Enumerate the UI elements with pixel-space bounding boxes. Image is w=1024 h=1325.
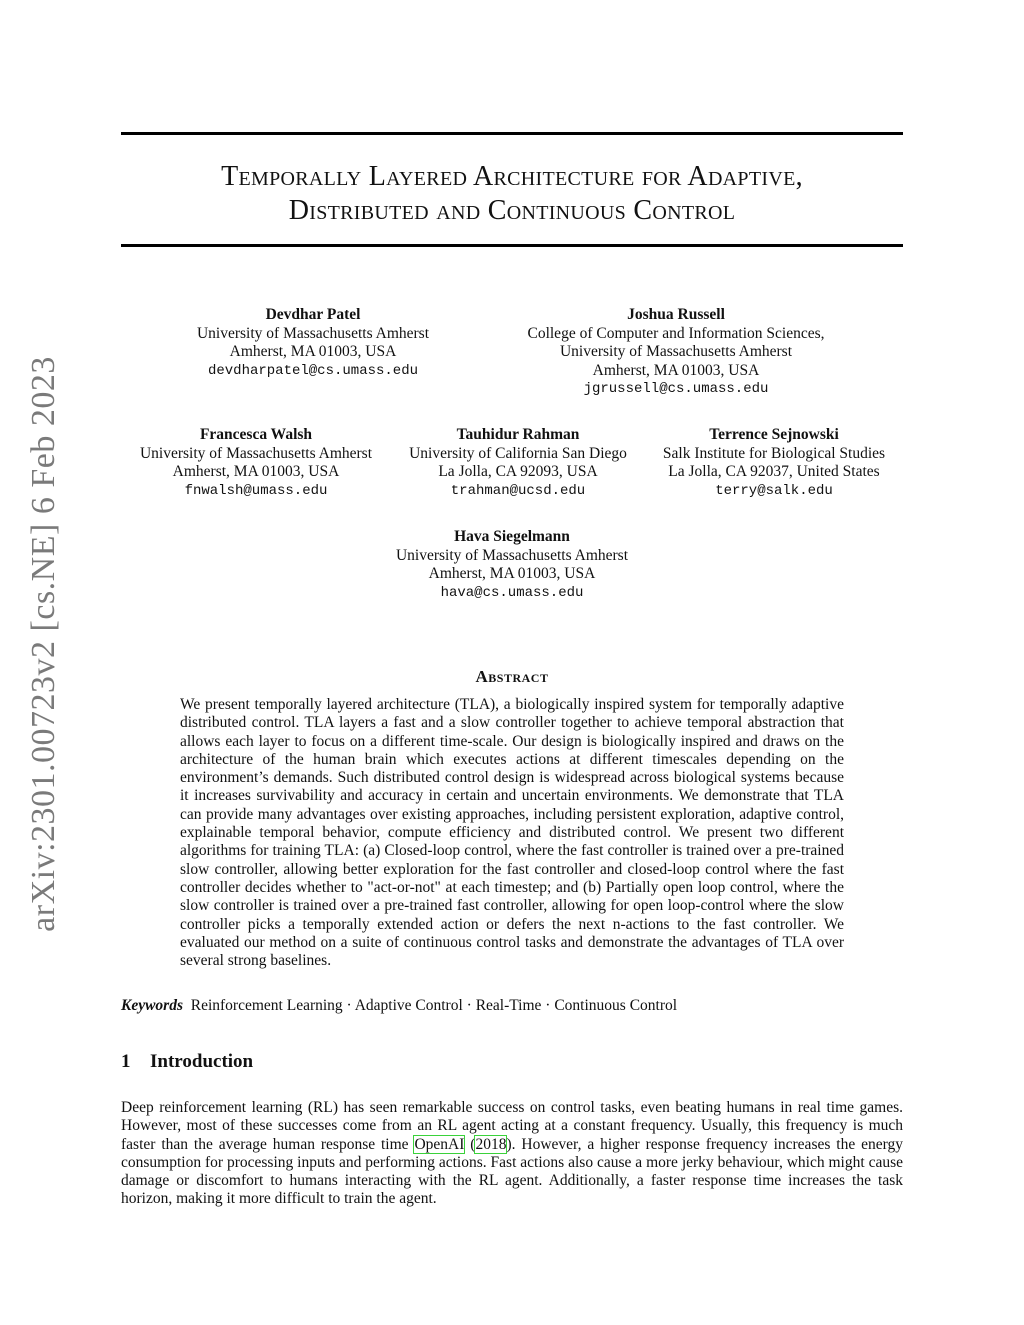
author-block: [121, 426, 391, 500]
section-title: Introduction: [150, 1051, 254, 1072]
section-heading: [121, 1051, 253, 1073]
author-block: [163, 306, 463, 380]
author-affiliation: University of Massachusetts Amherst: [559, 343, 793, 360]
citation-author-link[interactable]: OpenAI: [414, 1135, 465, 1153]
author-block: [362, 528, 662, 602]
arxiv-identifier-stamp: arXiv:2301.00723v2 [cs.NE] 6 Feb 2023: [25, 356, 62, 932]
abstract-heading: Abstract: [475, 667, 549, 686]
author-affiliation: Salk Institute for Biological Studies: [662, 444, 886, 462]
author-block: [640, 426, 908, 500]
author-block: [496, 306, 856, 399]
citation-year-link[interactable]: 2018: [475, 1135, 507, 1153]
citation-open-paren: (: [464, 1135, 476, 1153]
keywords-line: [121, 997, 677, 1015]
author-affiliation: University of Massachusetts Amherst: [395, 546, 629, 564]
author-address: La Jolla, CA 92093, USA: [438, 463, 598, 480]
author-affiliation: College of Computer and Information Sciences,: [527, 324, 825, 342]
intro-text-part-2: ). However, a higher response frequency increases the energy consumption for processing inputs and performing actions. Fast actions also cause a more jerky behaviour, which might cause damage or discomfort to humans interacting with the RL agent. Additionally, a faster response time increases the task horizon, making it more difficult to train the agent.: [121, 1135, 903, 1208]
author-name: Francesca Walsh: [199, 426, 313, 443]
author-name: Hava Siegelmann: [454, 528, 570, 545]
author-email[interactable]: terry@salk.edu: [715, 482, 833, 499]
author-affiliation: University of Massachusetts Amherst: [139, 444, 373, 462]
paper-title: [121, 160, 903, 228]
section-number: 1: [121, 1051, 131, 1072]
author-email[interactable]: devdharpatel@cs.umass.edu: [207, 362, 419, 379]
author-name: Terrence Sejnowski: [709, 426, 839, 443]
author-email[interactable]: fnwalsh@umass.edu: [184, 482, 328, 499]
author-address: Amherst, MA 01003, USA: [172, 463, 340, 480]
keywords-text: Reinforcement Learning · Adaptive Control · Real-Time · Continuous Control: [190, 997, 678, 1014]
author-email[interactable]: hava@cs.umass.edu: [440, 584, 584, 601]
author-affiliation: University of Massachusetts Amherst: [196, 324, 430, 342]
abstract-body: We present temporally layered architecture (TLA), a biologically inspired system for temporally adaptive distributed control. TLA layers a fast and a slow controller together to achieve temporal abstraction that allows each layer to focus on a different time-scale. Our design is biologically inspired and draws on the architecture of the human brain which executes actions at different timescales depending on the environment’s demands. Such distributed control design is widespread across biological systems because it increases survivability and accuracy in certain and uncertain environments. We demonstrate that TLA can provide many advantages over existing approaches, including persistent exploration, adaptive control, explainable temporal behavior, compute efficiency and distributed control. We present two different algorithms for training TLA: (a) Closed-loop control, where the fast controller is trained over a pre-trained slow controller, allowing better exploration for the fast controller and closed-loop control where the fast controller decides whether to "act-or-not" at each timestep; and (b) Partially open loop control, where the slow controller is trained over a pre-trained fast controller, allowing for open loop-control where the slow controller picks a temporally extended action or defers the next n-actions to the fast controller. We evaluated our method on a suite of continuous control tasks and demonstrate the advantages of TLA over several strong baselines.: [180, 696, 844, 970]
author-email[interactable]: trahman@ucsd.edu: [450, 482, 586, 499]
author-name: Tauhidur Rahman: [456, 426, 580, 443]
author-email[interactable]: jgrussell@cs.umass.edu: [583, 381, 769, 397]
author-block: [388, 426, 648, 500]
author-address: Amherst, MA 01003, USA: [592, 361, 760, 379]
author-address: Amherst, MA 01003, USA: [229, 343, 397, 360]
author-name: Joshua Russell: [627, 306, 725, 323]
author-address: Amherst, MA 01003, USA: [428, 565, 596, 582]
title-top-rule: [121, 132, 903, 135]
keywords-label: Keywords: [121, 997, 183, 1014]
introduction-paragraph: [121, 1099, 903, 1209]
author-name: Devdhar Patel: [265, 306, 361, 323]
intro-text-part-1: Deep reinforcement learning (RL) has seen remarkable success on control tasks, even beating humans in real time games. However, most of these successes come from an RL agent acting at a constant frequency. Usually, this frequency is much faster than the average human response time: [121, 1099, 903, 1153]
paper-title-line-1: Temporally Layered Architecture for Adaptive,: [221, 161, 803, 192]
author-address: La Jolla, CA 92037, United States: [668, 463, 880, 480]
author-affiliation: University of California San Diego: [409, 444, 627, 462]
title-bottom-rule: [121, 244, 903, 247]
paper-title-line-2: Distributed and Continuous Control: [288, 195, 736, 226]
